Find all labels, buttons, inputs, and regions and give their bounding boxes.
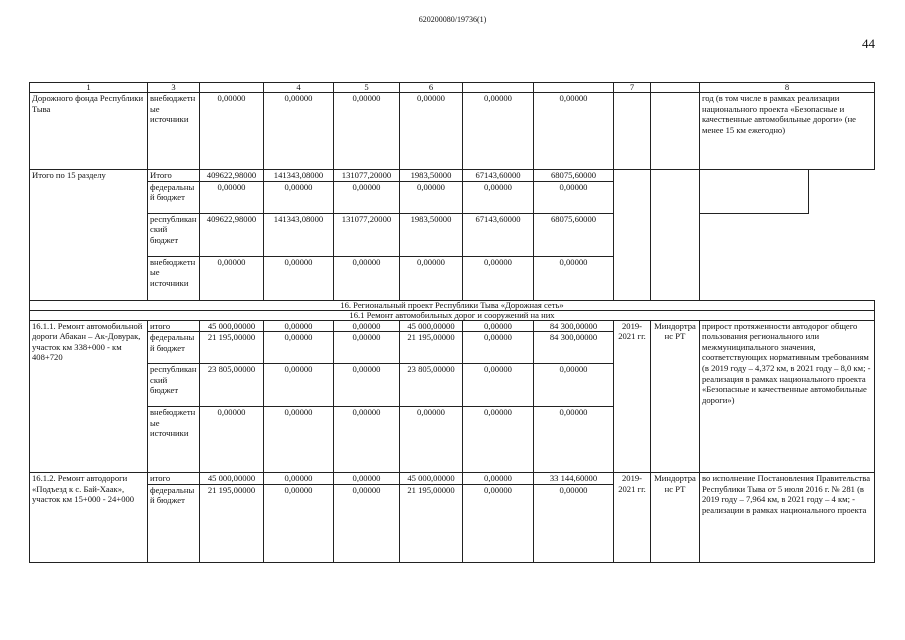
table-row bbox=[30, 473, 875, 485]
value-cell: 0,00000 bbox=[264, 484, 334, 562]
value-cell: 0,00000 bbox=[400, 181, 463, 213]
header-cell bbox=[463, 83, 534, 93]
header-cell bbox=[651, 83, 700, 93]
item-name: Итого по 15 разделу bbox=[30, 170, 148, 301]
value-cell: 0,00000 bbox=[463, 256, 534, 300]
value-cell: 21 195,00000 bbox=[400, 332, 463, 364]
table-row bbox=[30, 213, 875, 256]
header-cell: 3 bbox=[148, 83, 200, 93]
header-cell bbox=[534, 83, 614, 93]
value-cell: 0,00000 bbox=[264, 364, 334, 407]
result-cell: год (в том числе в рамках реализации национального проекта «Безопасные и качественные автомобильные дороги» (не менее 15 км ежегодно) bbox=[700, 93, 875, 170]
period-cell: 2019-2021 гг. bbox=[614, 473, 651, 563]
value-cell: 84 300,00000 bbox=[534, 332, 614, 364]
funding-source: Итого bbox=[148, 170, 200, 182]
value-cell: 0,00000 bbox=[400, 256, 463, 300]
funding-source: внебюджетные источники bbox=[148, 256, 200, 300]
header-row bbox=[30, 83, 875, 93]
value-cell: 0,00000 bbox=[463, 364, 534, 407]
value-cell: 131077,20000 bbox=[334, 213, 400, 256]
value-cell: 141343,08000 bbox=[264, 170, 334, 182]
value-cell: 33 144,60000 bbox=[534, 473, 614, 485]
funding-source: республиканский бюджет bbox=[148, 213, 200, 256]
value-cell: 0,00000 bbox=[463, 484, 534, 562]
value-cell: 0,00000 bbox=[334, 473, 400, 485]
header-cell: 1 bbox=[30, 83, 148, 93]
value-cell: 0,00000 bbox=[463, 332, 534, 364]
value-cell: 45 000,00000 bbox=[400, 473, 463, 485]
value-cell: 0,00000 bbox=[534, 256, 614, 300]
value-cell: 84 300,00000 bbox=[534, 320, 614, 332]
value-cell: 0,00000 bbox=[264, 332, 334, 364]
value-cell: 1983,50000 bbox=[400, 213, 463, 256]
period-cell: 2019-2021 гг. bbox=[614, 320, 651, 473]
funding-source: федеральный бюджет bbox=[148, 484, 200, 562]
value-cell: 0,00000 bbox=[334, 484, 400, 562]
value-cell: 0,00000 bbox=[534, 181, 614, 213]
value-cell: 0,00000 bbox=[264, 320, 334, 332]
funding-source: республиканский бюджет bbox=[148, 364, 200, 407]
value-cell: 68075,60000 bbox=[534, 170, 614, 182]
table-row bbox=[30, 170, 875, 182]
result-cell: прирост протяженности автодорог общего пользования регионального или межмуниципального значения, соответствующих нормативным требованиям (в 2019 году – 4,372 км, в 2021 году – 8,0 км; - реализация в рамках национального проекта «Безопасные и качественные автомобильные дороги») bbox=[700, 320, 875, 473]
funding-source: федеральный бюджет bbox=[148, 181, 200, 213]
value-cell: 0,00000 bbox=[463, 473, 534, 485]
value-cell: 0,00000 bbox=[400, 93, 463, 170]
value-cell: 0,00000 bbox=[264, 473, 334, 485]
value-cell: 21 195,00000 bbox=[400, 484, 463, 562]
value-cell: 0,00000 bbox=[334, 93, 400, 170]
executor-cell: Миндортранс РТ bbox=[651, 473, 700, 563]
item-name: Дорожного фонда Республики Тыва bbox=[30, 93, 148, 170]
value-cell: 0,00000 bbox=[334, 320, 400, 332]
funding-source: итого bbox=[148, 473, 200, 485]
value-cell: 45 000,00000 bbox=[200, 473, 264, 485]
result-cell bbox=[700, 170, 809, 214]
value-cell: 0,00000 bbox=[200, 181, 264, 213]
funding-source: внебюджетные источники bbox=[148, 407, 200, 473]
value-cell: 23 805,00000 bbox=[200, 364, 264, 407]
section-row bbox=[30, 310, 875, 320]
value-cell: 141343,08000 bbox=[264, 213, 334, 256]
item-name: 16.1.2. Ремонт автодороги «Подъезд к с. Бай-Хаак», участок км 15+000 - 24+000 bbox=[30, 473, 148, 563]
value-cell: 0,00000 bbox=[264, 256, 334, 300]
value-cell: 0,00000 bbox=[264, 407, 334, 473]
value-cell: 45 000,00000 bbox=[400, 320, 463, 332]
value-cell: 0,00000 bbox=[334, 181, 400, 213]
budget-table bbox=[29, 82, 875, 563]
value-cell: 0,00000 bbox=[400, 407, 463, 473]
value-cell: 409622,98000 bbox=[200, 170, 264, 182]
executor-cell bbox=[651, 93, 700, 170]
table-row bbox=[30, 320, 875, 332]
value-cell: 21 195,00000 bbox=[200, 484, 264, 562]
funding-source: итого bbox=[148, 320, 200, 332]
value-cell: 0,00000 bbox=[534, 364, 614, 407]
section-title: 16. Региональный проект Республики Тыва «Дорожная сеть» bbox=[30, 300, 875, 310]
blank-cell bbox=[809, 170, 875, 301]
value-cell: 0,00000 bbox=[463, 407, 534, 473]
funding-source: федеральный бюджет bbox=[148, 332, 200, 364]
value-cell: 0,00000 bbox=[200, 256, 264, 300]
value-cell: 1983,50000 bbox=[400, 170, 463, 182]
blank-cell bbox=[700, 213, 809, 300]
value-cell: 409622,98000 bbox=[200, 213, 264, 256]
value-cell: 0,00000 bbox=[200, 93, 264, 170]
value-cell: 0,00000 bbox=[334, 407, 400, 473]
value-cell: 0,00000 bbox=[463, 181, 534, 213]
table-row bbox=[30, 93, 875, 170]
funding-source: внебюджетные источники bbox=[148, 93, 200, 170]
value-cell: 0,00000 bbox=[534, 407, 614, 473]
value-cell: 23 805,00000 bbox=[400, 364, 463, 407]
executor-cell bbox=[651, 170, 700, 301]
section-row bbox=[30, 300, 875, 310]
executor-cell: Миндортранс РТ bbox=[651, 320, 700, 473]
value-cell: 0,00000 bbox=[334, 332, 400, 364]
value-cell: 131077,20000 bbox=[334, 170, 400, 182]
result-cell: во исполнение Постановления Правительства Республики Тыва от 5 июля 2016 г. № 281 (в 2019 году – 7,964 км, в 2021 году – 4 км; - реализации в рамках национального проекта bbox=[700, 473, 875, 563]
value-cell: 67143,60000 bbox=[463, 170, 534, 182]
header-cell: 5 bbox=[334, 83, 400, 93]
value-cell: 0,00000 bbox=[200, 407, 264, 473]
value-cell: 21 195,00000 bbox=[200, 332, 264, 364]
item-name: 16.1.1. Ремонт автомобильной дороги Абакан – Ак-Довурак, участок км 338+000 - км 408+720 bbox=[30, 320, 148, 473]
header-cell: 8 bbox=[700, 83, 875, 93]
value-cell: 0,00000 bbox=[334, 364, 400, 407]
value-cell: 0,00000 bbox=[463, 320, 534, 332]
value-cell: 0,00000 bbox=[534, 484, 614, 562]
header-cell: 4 bbox=[264, 83, 334, 93]
value-cell: 0,00000 bbox=[264, 181, 334, 213]
value-cell: 0,00000 bbox=[463, 93, 534, 170]
page-number: 44 bbox=[862, 36, 875, 51]
subsection-title: 16.1 Ремонт автомобильных дорог и сооружений на них bbox=[30, 310, 875, 320]
period-cell bbox=[614, 170, 651, 301]
document-id: 620200080/19736(1) bbox=[418, 15, 487, 24]
header-cell bbox=[200, 83, 264, 93]
header-cell: 6 bbox=[400, 83, 463, 93]
period-cell bbox=[614, 93, 651, 170]
value-cell: 45 000,00000 bbox=[200, 320, 264, 332]
value-cell: 67143,60000 bbox=[463, 213, 534, 256]
value-cell: 0,00000 bbox=[264, 93, 334, 170]
value-cell: 68075,60000 bbox=[534, 213, 614, 256]
header-cell: 7 bbox=[614, 83, 651, 93]
value-cell: 0,00000 bbox=[334, 256, 400, 300]
value-cell: 0,00000 bbox=[534, 93, 614, 170]
